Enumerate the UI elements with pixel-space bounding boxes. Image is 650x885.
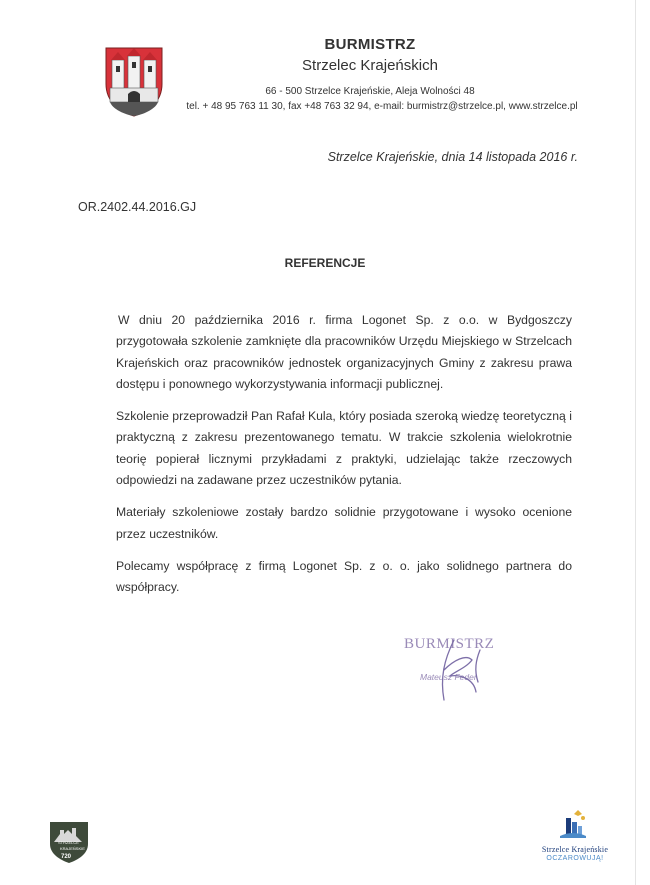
document-title: REFERENCJE: [284, 256, 366, 270]
coat-of-arms-icon: [102, 44, 166, 118]
paragraph-2: Szkolenie przeprowadził Pan Rafał Kula, który posiada szeroką wiedzę teoretyczną i praktyczną z zakresu prezentowanego tematu. W trakcie szkolenia wielokrotnie teorię popierał licznymi przykładami z praktyki, udzielając także rzeczowych odpowiedzi na zadawane przez uczestników pytania.: [116, 409, 572, 488]
paragraph-4: Polecamy współpracę z firmą Logonet Sp. z o. o. jako solidnego partnera do współpracy.: [116, 558, 572, 595]
stamp-name: Mateusz Feder: [420, 672, 477, 682]
badge-text-line2: KRAJEŃSKIE: [60, 846, 85, 851]
letterhead-subtitle: Strzelec Krajeńskich: [302, 57, 438, 74]
badge-year: 720: [61, 854, 72, 860]
reference-number: OR.2402.44.2016.GJ: [78, 200, 197, 214]
stamp-title: BURMISTRZ: [404, 636, 495, 652]
letterhead: [170, 36, 578, 112]
paragraph-1: W dniu 20 października 2016 r. firma Logonet Sp. z o.o. w Bydgoszczy przygotowała szkolenie zamknięte dla pracowników Urzędu Miejskiego w Strzelcach Krajeńskich oraz pracowników jednostek organizacyjnych Gminy z zakresu prawa dostępu i ponownego wykorzystywania informacji publicznej.: [116, 313, 572, 391]
city-logo-icon: [556, 808, 590, 842]
city-name: Strzelce Krajeńskie: [541, 845, 609, 854]
letterhead-address: 66 - 500 Strzelce Krajeńskie, Aleja Wolności 48: [265, 86, 475, 97]
date-line: Strzelce Krajeńskie, dnia 14 listopada 2016 r.: [327, 150, 578, 164]
letter-body: [116, 310, 572, 610]
handwritten-signature: [414, 630, 504, 710]
city-slogan: OCZAROWUJĄ!: [546, 855, 604, 862]
letterhead-title: BURMISTRZ: [324, 36, 416, 53]
letterhead-contact: tel. + 48 95 763 11 30, fax +48 763 32 94, e-mail: burmistrz@strzelce.pl, www.strzelce.pl: [186, 101, 578, 112]
scan-edge-line: [635, 0, 636, 885]
paragraph-3: Materiały szkoleniowe zostały bardzo solidnie przygotowane i wysoko ocenione przez uczestników.: [116, 505, 572, 541]
badge-text-line1: STRZELCE: [58, 840, 79, 845]
